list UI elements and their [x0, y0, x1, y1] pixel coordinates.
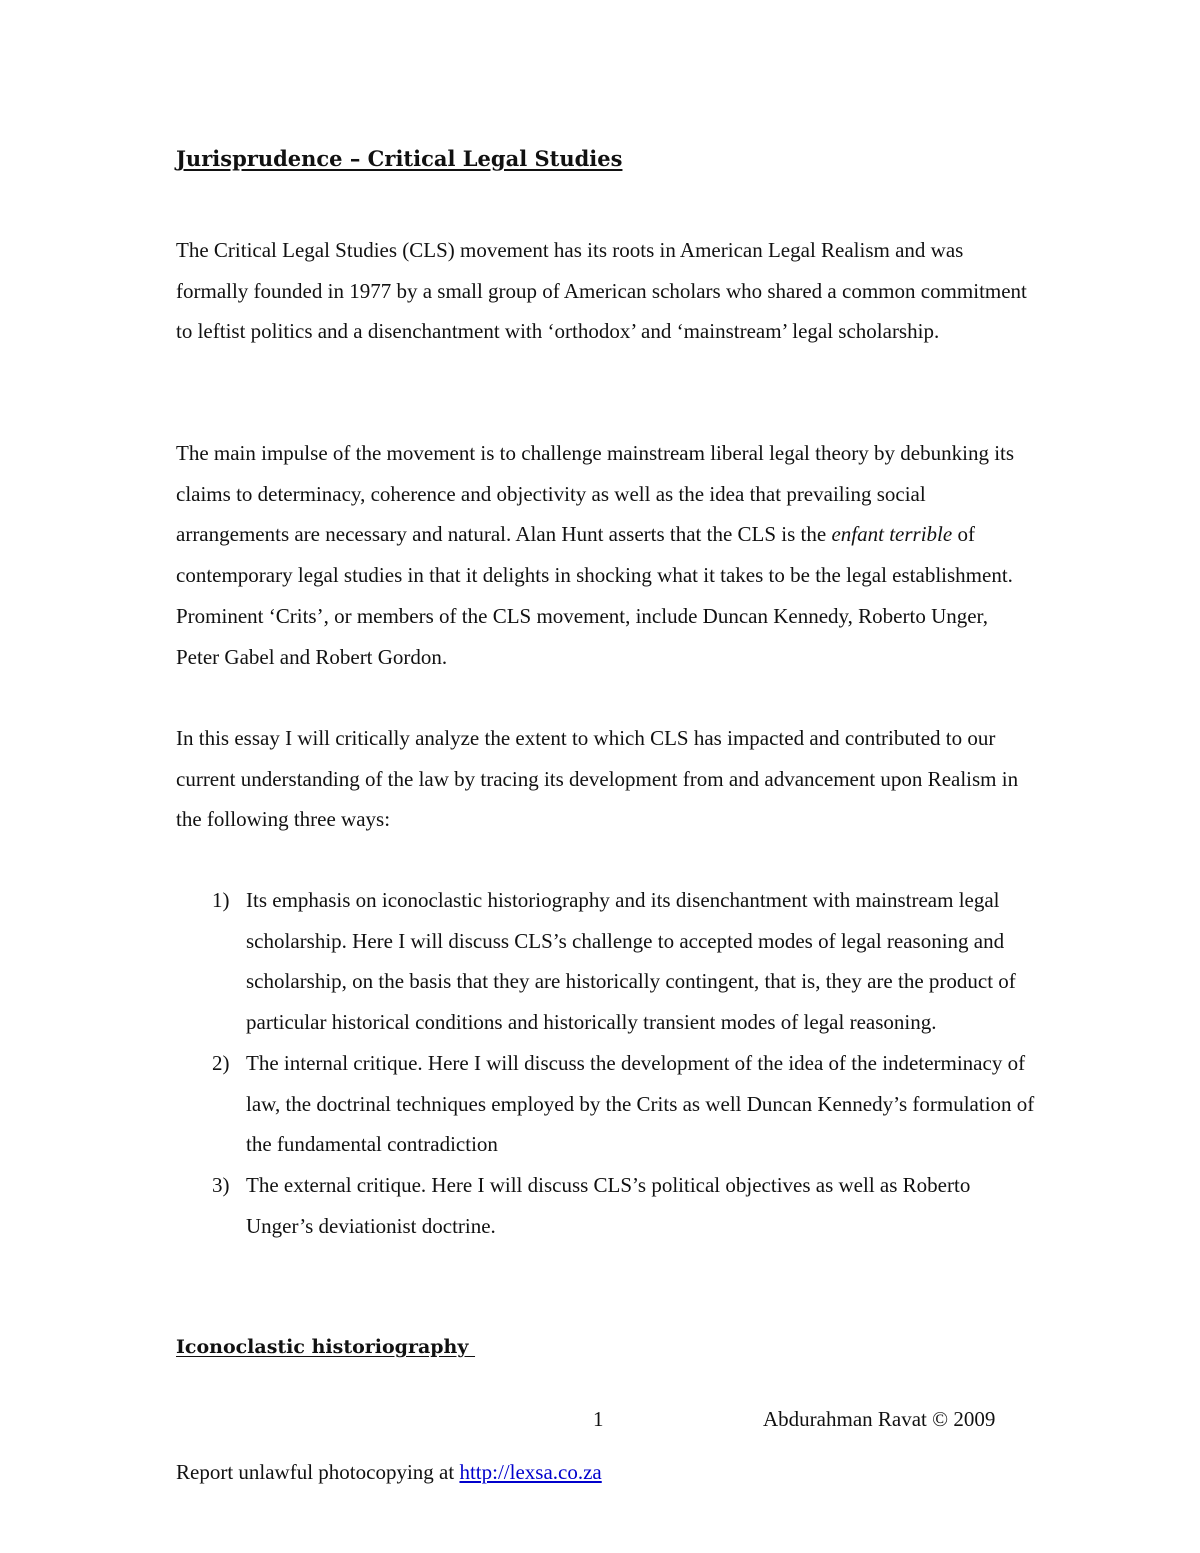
list-item-marker: 3)	[212, 1172, 230, 1197]
section-heading-iconoclastic-historiography: Iconoclastic historiography	[176, 1336, 476, 1358]
list-item	[176, 1165, 1036, 1246]
paragraph-essay-outline: In this essay I will critically analyze the extent to which CLS has impacted and contributed to our current understanding of the law by tracing its development from and advancement upon Realism in the following three ways:	[176, 726, 1019, 832]
paragraph-intro: The Critical Legal Studies (CLS) movement has its roots in American Legal Realism and was formally founded in 1977 by a small group of American scholars who shared a common commitment to leftist politics and a disenchantment with ‘orthodox’ and ‘mainstream’ legal scholarship.	[176, 238, 1027, 344]
list-item-marker: 1)	[212, 888, 230, 912]
paragraph-main-impulse-part-2: of contemporary legal studies in that it delights in shocking what it takes to be the legal establishment. Prominent ‘Crits’, or members of the CLS movement, include Duncan Kennedy, Roberto Unger, Peter Gabel and Robert Gordon.	[176, 522, 1013, 669]
document-title: Jurisprudence – Critical Legal Studies	[176, 146, 623, 171]
copyright-notice: Abdurahman Ravat © 2009	[763, 1407, 996, 1431]
paragraph-main-impulse-part-1: The main impulse of the movement is to challenge mainstream liberal legal theory by debunking its claims to determinacy, coherence and objectivity as well as the idea that prevailing social arrangements are necessary and natural. Alan Hunt asserts that the CLS is the	[176, 441, 1015, 547]
report-text: Report unlawful photocopying at	[176, 1460, 460, 1484]
list-item-text: The external critique. Here I will discuss CLS’s political objectives as well as Roberto Unger’s deviationist doctrine.	[246, 1172, 971, 1238]
report-footer	[176, 1455, 602, 1489]
list-item-text: The internal critique. Here I will discuss the development of the idea of the indeterminacy of law, the doctrinal techniques employed by the Crits as well Duncan Kennedy’s formulation of the fundamental contradiction	[246, 1050, 1035, 1157]
lexsa-link[interactable]: http://lexsa.co.za	[459, 1460, 602, 1484]
enfant-terrible-emphasis: enfant terrible	[831, 522, 953, 547]
numbered-list	[176, 880, 1036, 1246]
list-item-marker: 2)	[212, 1050, 230, 1075]
list-item	[176, 1043, 1036, 1165]
list-item-text: Its emphasis on iconoclastic historiography and its disenchantment with mainstream legal scholarship. Here I will discuss CLS’s challenge to accepted modes of legal reasoning and scholarship, on the basis that they are historically contingent, that is, they are the product of particular historical conditions and historically transient modes of legal reasoning.	[246, 888, 1016, 1035]
paragraph-main-impulse	[176, 433, 1036, 677]
page-number: 1	[593, 1407, 604, 1431]
list-item	[176, 880, 1036, 1043]
